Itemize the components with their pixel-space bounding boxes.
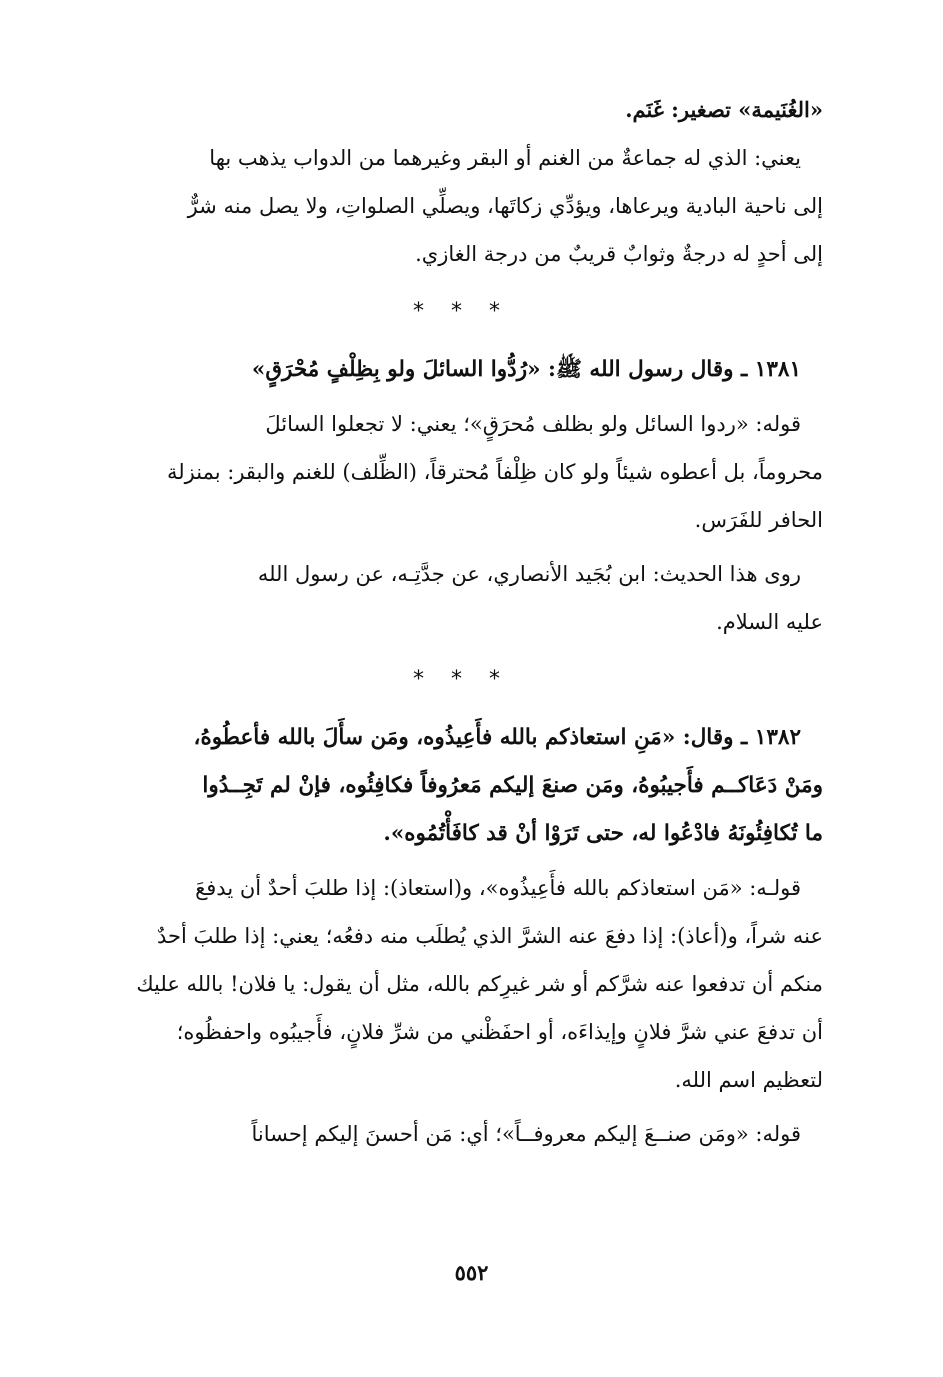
text-line: إلى أحدٍ له درجةٌ وثوابٌ قريبٌ من درجة الغازي. [415,242,823,266]
commentary-line: محروماً، بل أعطوه شيئاً ولو كان ظِلْفاً مُحترقاً، (الظِّلف) للغنم والبقر: بمنزلة [167,460,823,484]
commentary-line: أن تدفعَ عني شرَّ فلانٍ وإيذاءَه، أو احفَظْني من شرِّ فلانٍ، فأَجيبُوه واحفظُوه؛ [176,1020,823,1044]
commentary-line: الحافر للفَرَس. [694,508,823,532]
hadith-heading-line: ١٣٨٢ ـ وقال: «مَنِ استعاذكم بالله فأَعِيذُوه، ومَن سأَلَ بالله فأعطُوهُ، [193,725,801,750]
commentary-line: قوله: «ومَن صنــعَ إليكم معروفــاً»؛ أي: مَن أحسنَ إليكم إحساناً [251,1122,801,1146]
narration-line: عليه السلام. [716,610,823,634]
hadith-1381 [100,346,823,646]
narration-line: روى هذا الحديث: ابن بُجَيد الأنصاري، عن جدَّتِـه، عن رسول الله [257,562,801,586]
hadith-1382 [100,714,823,1158]
commentary-line: قوله: «ردوا السائل ولو بظلف مُحرَقٍ»؛ يعني: لا تجعلوا السائلَ [265,412,801,436]
commentary-line: منكم أن تدفعوا عنه شرَّكم أو شر غيرِكم بالله، مثل أن يقول: يا فلان! بالله عليك [136,972,823,996]
commentary-line: عنه شراً، و(أعاذ): إذا دفعَ عنه الشرَّ الذي يُطلَب منه دفعُه؛ يعني: إذا طلبَ أحدٌ [156,924,823,948]
page-body [100,86,823,1158]
hadith-heading-line: ومَنْ دَعَاكــم فأَجيبُوهُ، ومَن صنعَ إليكم مَعرُوفاً فكافِئُوه، فإنْ لم تَجِــدُوا [202,773,823,798]
text-line: يعني: الذي له جماعةٌ من الغنم أو البقر وغيرهما من الدواب يذهب بها [209,146,801,170]
hadith-heading: ١٣٨١ ـ وقال رسول الله ﷺ: «رُدُّوا السائلَ ولو بِظِلْفٍ مُحْرَقٍ» [251,357,801,382]
section-separator: * * * [413,667,510,692]
commentary-line: قولـه: «مَن استعاذكم بالله فأَعِيذُوه»، و(استعاذ): إذا طلبَ أحدٌ أن يدفعَ [195,876,801,900]
entry-intro [100,86,823,278]
commentary-line: لتعظيم اسم الله. [674,1068,823,1092]
page-number: ٥٥٢ [454,1260,489,1285]
hadith-heading-line: ما تُكافِئُونَهُ فادْعُوا له، حتى تَرَوْا أنْ قد كافَأْتُمُوه». [383,821,823,846]
section-separator: * * * [413,299,510,324]
entry-title-line: «الغُنَيمة» تصغير: غَنَم. [625,97,823,122]
text-line: إلى ناحية البادية ويرعاها، ويؤدِّي زكاتَها، ويصلِّي الصلواتِ، ولا يصل منه شرٌّ [187,194,823,218]
